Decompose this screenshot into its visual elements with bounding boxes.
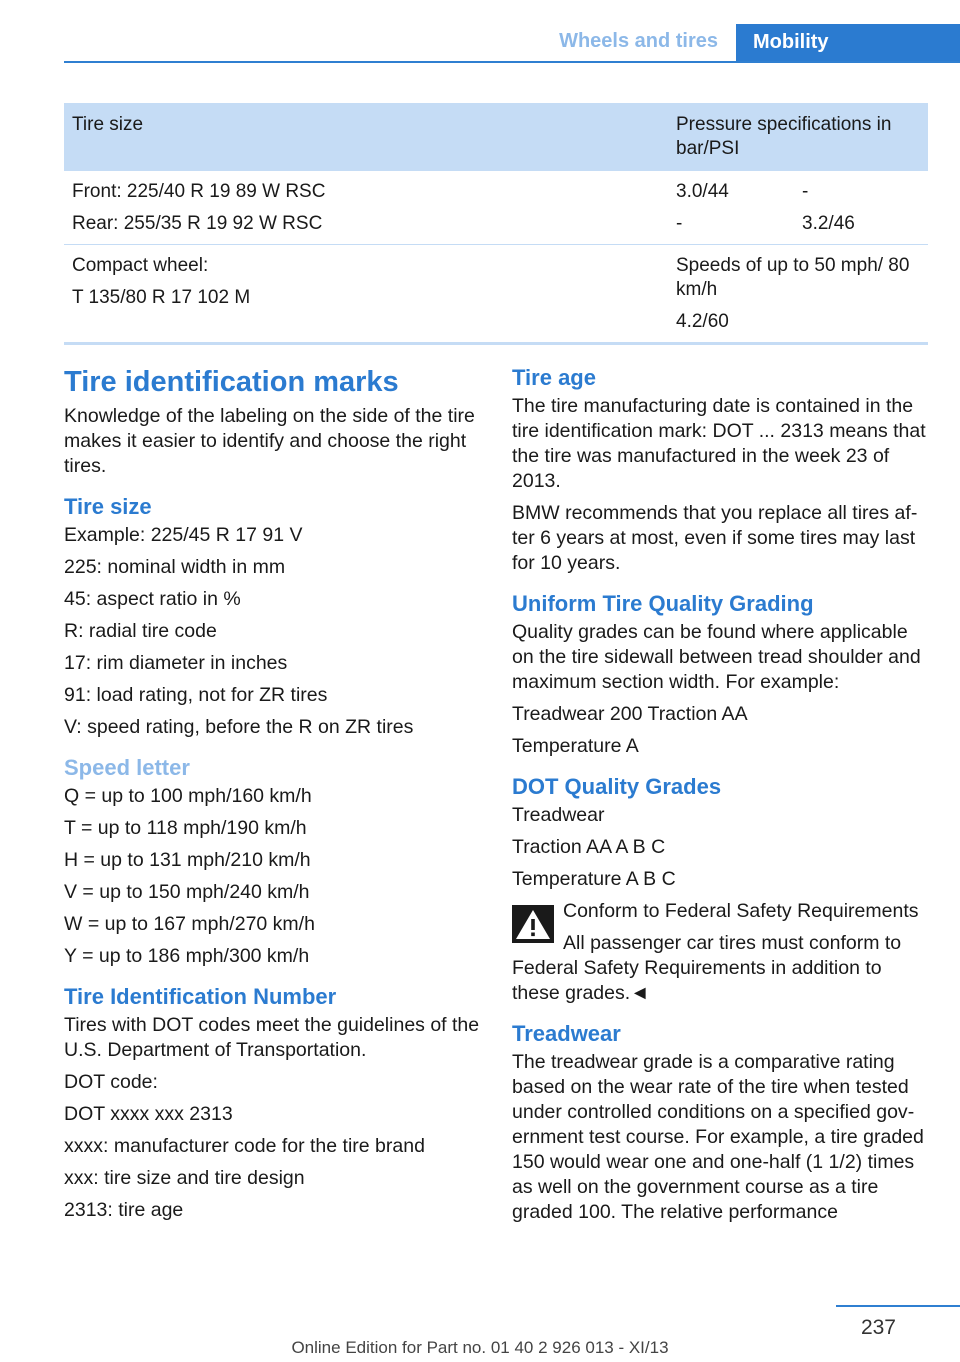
- utqg-example-line: Treadwear 200 Traction AA: [512, 703, 748, 725]
- heading-tire-age: Tire age: [512, 365, 596, 390]
- tire-size-line: 45: aspect ratio in %: [64, 588, 241, 610]
- dot-grade-line: Temperature A B C: [512, 868, 676, 890]
- compact-pressure-value: 4.2/60: [676, 311, 729, 332]
- footer-rule: [836, 1305, 960, 1307]
- tin-line: Tires with DOT codes meet the guidelines of the U.S. Department of Transportation.: [64, 1014, 480, 1061]
- header-chapter-tab: Mobility: [736, 24, 960, 62]
- page-header: [0, 24, 960, 62]
- tin-line: xxxx: manufacturer code for the tire brand: [64, 1135, 425, 1157]
- table-cell-compact-wheel: [64, 245, 668, 344]
- speed-letter-line: W = up to 167 mph/270 km/h: [64, 913, 315, 935]
- tire-size-line: V: speed rating, before the R on ZR tires: [64, 716, 414, 738]
- rear-tire-size: Rear: 255/35 R 19 92 W RSC: [72, 213, 323, 234]
- warning-triangle-icon: [512, 905, 554, 943]
- tin-line: 2313: tire age: [64, 1199, 184, 1221]
- tire-size-line: Example: 225/45 R 17 91 V: [64, 524, 303, 546]
- utqg-paragraph: Quality grades can be found where applicable on the tire sidewall between tread shoulder and maximum section width. For example:: [512, 621, 921, 693]
- front-pressure-rear-value: -: [676, 213, 683, 234]
- safety-warning: [512, 899, 932, 924]
- rear-pressure-front-value: -: [802, 181, 809, 202]
- left-column: [64, 362, 482, 1230]
- table-cell-pressure-rear: [794, 171, 928, 245]
- tire-age-recommendation: BMW recommends that you replace all tires after 6 years at most, even if some tires may last for 10 years.: [512, 502, 918, 574]
- heading-treadwear: Treadwear: [512, 1021, 621, 1046]
- header-rule: [64, 61, 960, 63]
- rear-pressure-value: 3.2/46: [802, 213, 855, 234]
- table-header-row: [64, 103, 928, 171]
- compact-wheel-size: T 135/80 R 17 102 M: [72, 287, 251, 308]
- tire-size-line: R: radial tire code: [64, 620, 217, 642]
- heading-tire-identification-number: Tire Identification Number: [64, 984, 337, 1009]
- heading-tire-size: Tire size: [64, 494, 152, 519]
- footer-edition-text: Online Edition for Part no. 01 40 2 926 013 - XI/13: [291, 1338, 669, 1357]
- tin-line: DOT code:: [64, 1071, 158, 1093]
- column-header-tire-size: Tire size: [64, 103, 668, 171]
- utqg-example-line: Temperature A: [512, 735, 639, 757]
- page-number: 237: [860, 1316, 896, 1339]
- speed-letter-line: Y = up to 186 mph/300 km/h: [64, 945, 310, 967]
- speed-letter-line: T = up to 118 mph/190 km/h: [64, 817, 307, 839]
- table-cell-compact-pressure: [668, 245, 928, 344]
- warning-text: All passenger car tires must conform to Federal Safety Requirements in addition to these grades.◄: [512, 932, 902, 1004]
- intro-paragraph: Knowledge of the labeling on the side of the tire makes it easier to identify and choose the right tires.: [64, 405, 475, 477]
- table-cell-sizes: [64, 171, 668, 245]
- compact-speed-limit: Speeds of up to 50 mph/ 80 km/h: [676, 255, 910, 300]
- tire-size-line: 225: nominal width in mm: [64, 556, 286, 578]
- right-column: [512, 362, 932, 1232]
- table-row: [64, 171, 928, 245]
- front-pressure-value: 3.0/44: [676, 181, 729, 202]
- tire-size-line: 91: load rating, not for ZR tires: [64, 684, 328, 706]
- header-section-title: Wheels and tires: [559, 30, 718, 52]
- dot-grade-line: Treadwear: [512, 804, 605, 826]
- compact-wheel-label: Compact wheel:: [72, 255, 209, 276]
- front-tire-size: Front: 225/40 R 19 89 W RSC: [72, 181, 326, 202]
- heading-speed-letter: Speed letter: [64, 755, 190, 780]
- heading-uniform-tire-quality-grading: Uniform Tire Quality Grading: [512, 591, 814, 616]
- tire-size-line: 17: rim diameter in inches: [64, 652, 288, 674]
- section-title-identification-marks: Tire identification marks: [64, 366, 399, 398]
- tin-line: xxx: tire size and tire design: [64, 1167, 305, 1189]
- treadwear-paragraph: The treadwear grade is a comparative rating based on the wear rate of the tire when tested under controlled conditions on a specified government test course. For example, a tire graded 150 would wear one and one-half (1 1/2) times as well on the government course as a tire graded 100. The relative performance: [512, 1051, 924, 1223]
- table-cell-pressure-front: [668, 171, 794, 245]
- speed-letter-line: Q = up to 100 mph/160 km/h: [64, 785, 312, 807]
- dot-grade-line: Traction AA A B C: [512, 836, 666, 858]
- speed-letter-line: V = up to 150 mph/240 km/h: [64, 881, 310, 903]
- table-row: [64, 245, 928, 344]
- tire-pressure-table: [64, 103, 928, 345]
- heading-dot-quality-grades: DOT Quality Grades: [512, 774, 722, 799]
- warning-title: Conform to Federal Safety Requirements: [563, 900, 919, 922]
- speed-letter-line: H = up to 131 mph/210 km/h: [64, 849, 311, 871]
- column-header-pressure: Pressure specifications in bar/PSI: [668, 103, 928, 171]
- tin-line: DOT xxxx xxx 2313: [64, 1103, 233, 1125]
- tire-age-paragraph: The tire manufacturing date is contained in the tire identification mark: DOT ... 2313 means that the tire was manufactured in the week 23 of 2013.: [512, 395, 926, 492]
